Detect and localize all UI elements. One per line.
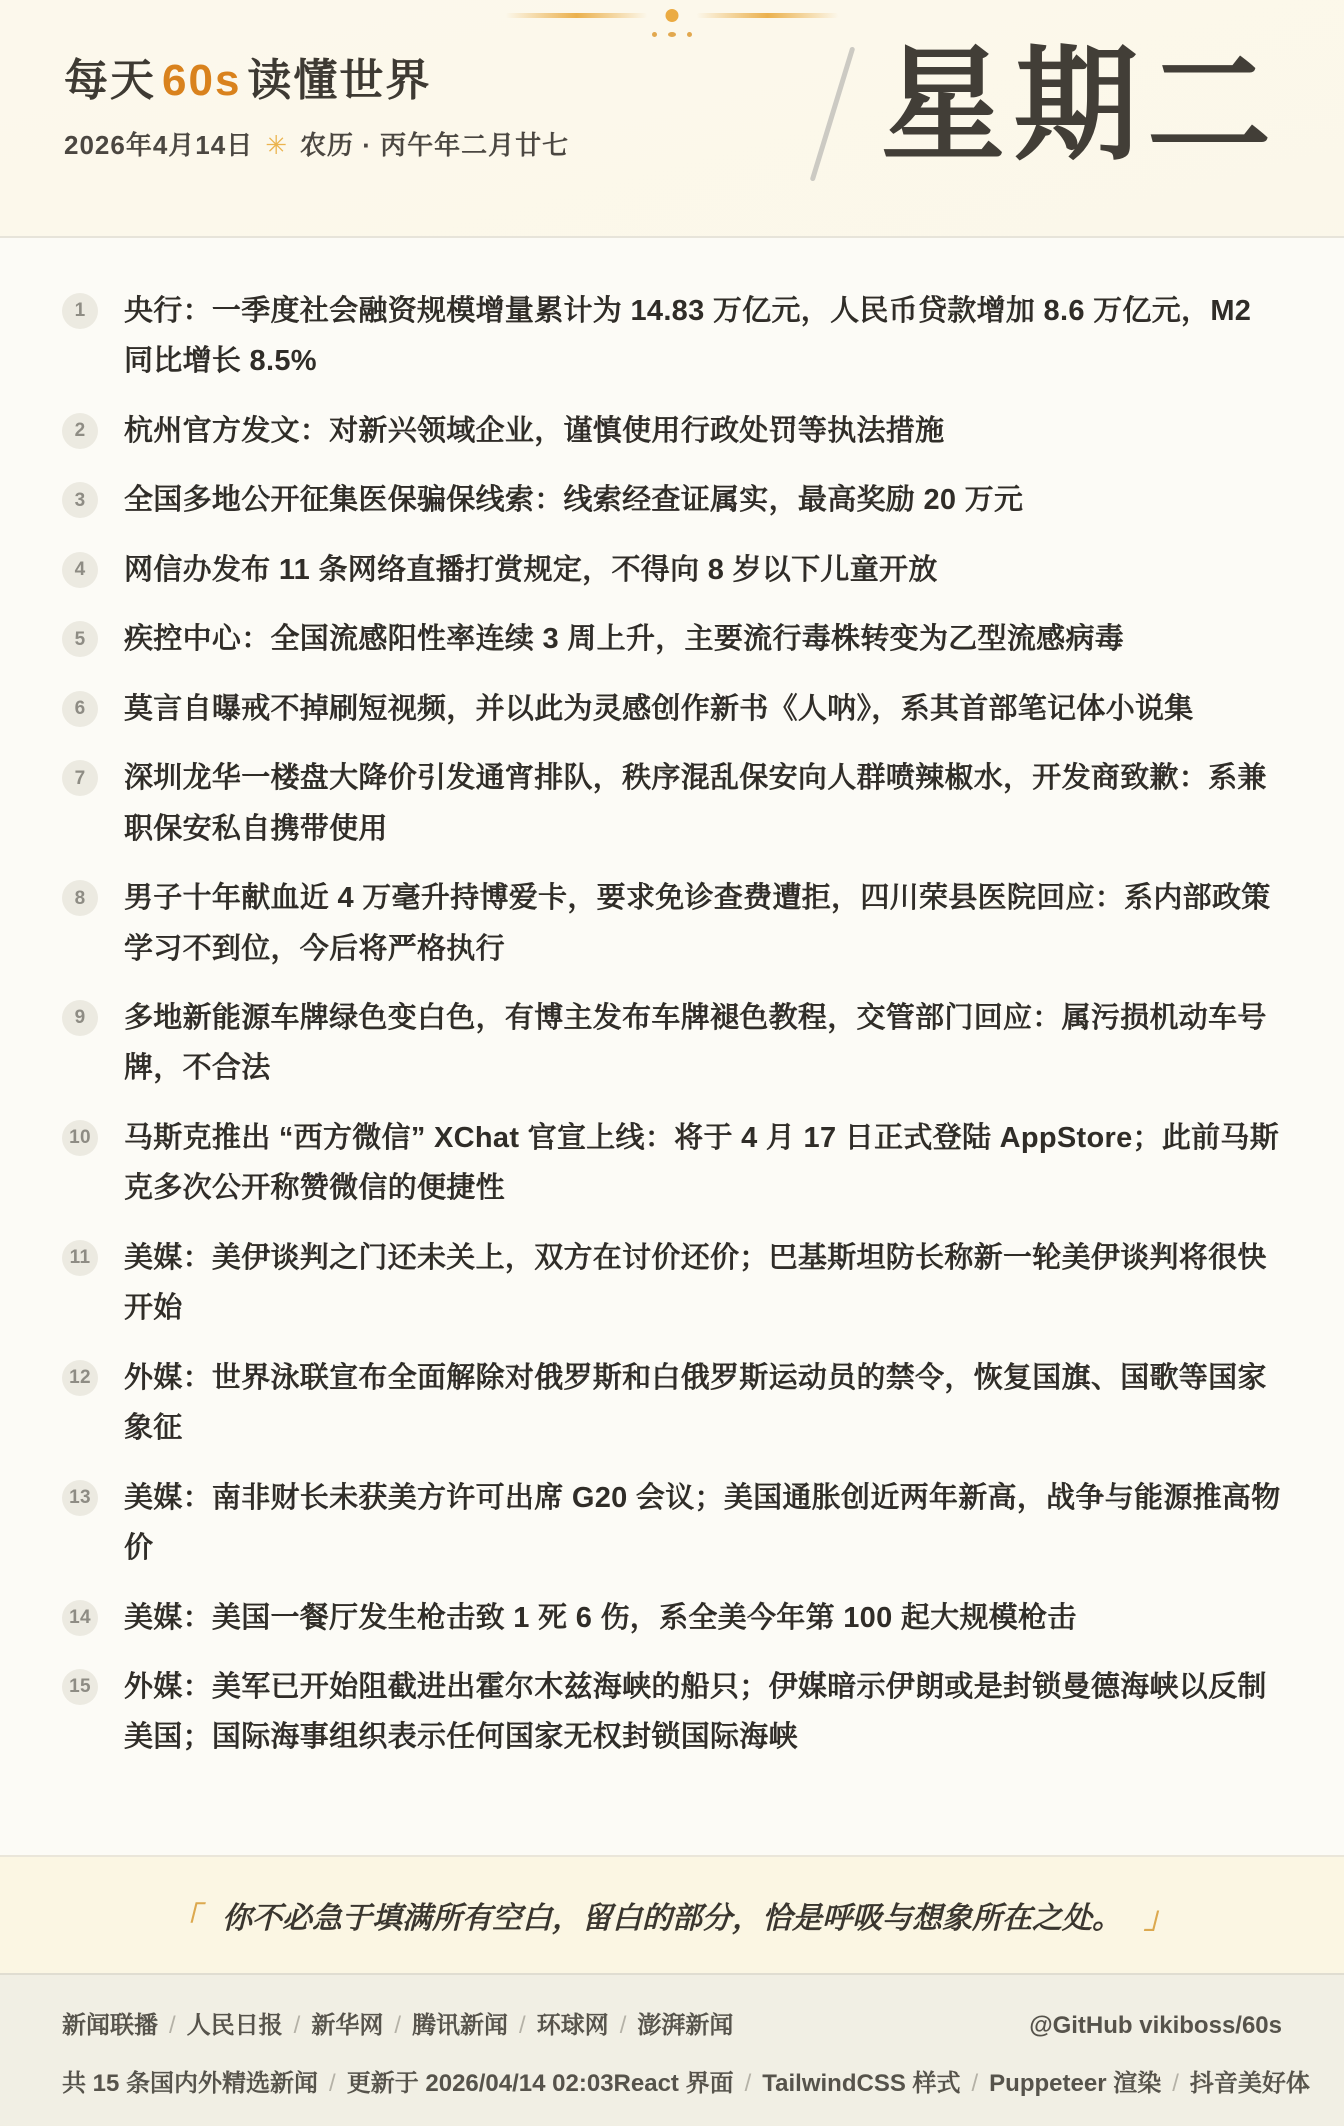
news-item-badge: 4 [62, 552, 98, 588]
stack-item: TailwindCSS 样式 [762, 2070, 961, 2097]
news-item [62, 614, 1282, 664]
news-item-badge: 9 [62, 1000, 98, 1036]
news-item [62, 753, 1282, 854]
news-item-text: 杭州官方发文：对新兴领域企业，谨慎使用行政处罚等执法措施 [124, 414, 945, 447]
news-item-text: 美媒：美国一餐厅发生枪击致 1 死 6 伤，系全美今年第 100 起大规模枪击 [124, 1601, 1077, 1634]
news-item [62, 1593, 1282, 1643]
separator: / [293, 2012, 301, 2039]
footer-row-1 [62, 2005, 1282, 2040]
update-time: 更新于 2026/04/14 02:03 [346, 2070, 614, 2097]
news-item-text: 网信办发布 11 条网络直播打赏规定，不得向 8 岁以下儿童开放 [124, 553, 938, 586]
source-name: 新华网 [311, 2012, 384, 2039]
news-item-badge: 12 [62, 1360, 98, 1396]
news-item [62, 684, 1282, 734]
date-row [64, 125, 569, 162]
news-item-badge: 5 [62, 621, 98, 657]
news-item [62, 1353, 1282, 1454]
lunar-date: 农历 · 丙午年二月廿七 [300, 129, 570, 160]
news-item-text: 美媒：美伊谈判之门还未关上，双方在讨价还价；巴基斯坦防长称新一轮美伊谈判将很快开始 [124, 1241, 1267, 1325]
news-item-text: 多地新能源车牌绿色变白色，有博主发布车牌褪色教程，交管部门回应：属污损机动车号牌，不合法 [124, 1001, 1267, 1085]
news-item-badge: 13 [62, 1480, 98, 1516]
news-item-badge: 3 [62, 482, 98, 518]
weekday-label: 星期二 [880, 37, 1280, 175]
separator: / [329, 2070, 336, 2097]
source-name: 新闻联播 [62, 2012, 158, 2039]
news-item-text: 深圳龙华一楼盘大降价引发通宵排队，秩序混乱保安向人群喷辣椒水，开发商致歉：系兼职保安私自携带使用 [124, 762, 1267, 845]
top-ornament-dots [652, 32, 692, 37]
footer-summary [62, 2063, 614, 2098]
news-item-badge: 10 [62, 1120, 98, 1156]
footer-row-2 [62, 2063, 1310, 2098]
news-item-text: 马斯克推出 “西方微信” XChat 官宣上线：将于 4 月 17 日正式登陆 AppStore；此前马斯克多次公开称赞微信的便捷性 [124, 1121, 1280, 1205]
separator: / [971, 2070, 979, 2097]
news-count: 共 15 条国内外精选新闻 [62, 2070, 319, 2097]
stack-item: React 界面 [613, 2070, 734, 2097]
ornament-mini-dot [652, 32, 657, 37]
ornament-mini-dot [687, 32, 692, 37]
news-item [62, 475, 1282, 525]
quote-section [0, 1855, 1344, 1973]
news-item-text: 男子十年献血近 4 万毫升持博爱卡，要求免诊查费遭拒，四川荣县医院回应：系内部政策学习不到位，今后将严格执行 [124, 882, 1271, 965]
news-item-badge: 2 [62, 413, 98, 449]
news-item-badge: 7 [62, 760, 98, 796]
news-item-text: 央行：一季度社会融资规模增量累计为 14.83 万亿元，人民币贷款增加 8.6 万亿元，M2 同比增长 8.5% [124, 295, 1252, 378]
separator: / [1172, 2070, 1179, 2097]
title-suffix: 读懂世界 [247, 56, 432, 105]
separator: / [169, 2012, 176, 2039]
page-title [64, 56, 569, 107]
asterisk-icon: ✳ [265, 129, 289, 160]
news-item [62, 545, 1282, 595]
source-name: 腾讯新闻 [412, 2012, 509, 2039]
gregorian-date: 2026年4月14日 [64, 129, 254, 160]
news-item [62, 406, 1282, 456]
ornament-line-left [506, 13, 648, 18]
news-item [62, 1113, 1282, 1214]
news-item-badge: 15 [62, 1669, 98, 1705]
news-item-text: 疾控中心：全国流感阳性率连续 3 周上升，主要流行毒株转变为乙型流感病毒 [124, 623, 1125, 656]
header-left [64, 0, 569, 236]
news-item-text: 外媒：世界泳联宣布全面解除对俄罗斯和白俄罗斯运动员的禁令，恢复国旗、国歌等国家象征 [124, 1361, 1267, 1445]
title-prefix: 每天 [64, 56, 156, 105]
separator: / [619, 2012, 627, 2039]
separator: / [394, 2012, 402, 2039]
news-item [62, 286, 1282, 387]
news-item-badge: 11 [62, 1240, 98, 1276]
separator: / [744, 2070, 752, 2097]
source-name: 澎湃新闻 [637, 2012, 734, 2039]
quote-open-bracket: 「 [170, 1902, 200, 1935]
news-item [62, 873, 1282, 974]
news-section [0, 236, 1344, 1855]
tech-stack [614, 2063, 1310, 2098]
quote-text: 你不必急于填满所有空白，留白的部分，恰是呼吸与想象所在之处。 [222, 1902, 1122, 1935]
news-item [62, 1473, 1282, 1574]
news-item-badge: 6 [62, 691, 98, 727]
ornament-line-right [697, 13, 839, 18]
diagonal-divider [810, 46, 856, 181]
footer [0, 1973, 1344, 2126]
stack-item: 抖音美好体 [1189, 2070, 1310, 2097]
news-item-badge: 8 [62, 880, 98, 916]
separator: / [519, 2012, 526, 2039]
stack-item: Puppeteer 渲染 [989, 2070, 1162, 2097]
github-credit: @GitHub vikiboss/60s [1029, 2012, 1282, 2039]
source-name: 人民日报 [186, 2012, 283, 2039]
news-item [62, 1233, 1282, 1334]
news-list [62, 286, 1282, 1763]
footer-sources [62, 2005, 733, 2040]
source-name: 环球网 [536, 2012, 609, 2039]
quote-close-bracket: 」 [1144, 1902, 1174, 1935]
ornament-dot [666, 9, 679, 22]
header [0, 0, 1344, 236]
news-item [62, 1662, 1282, 1763]
news-item-badge: 14 [62, 1600, 98, 1636]
news-item-text: 全国多地公开征集医保骗保线索：线索经查证属实，最高奖励 20 万元 [124, 484, 1024, 517]
title-highlight: 60s [162, 56, 242, 105]
news-item-text: 莫言自曝戒不掉刷短视频，并以此为灵感创作新书《人呐》，系其首部笔记体小说集 [124, 692, 1194, 725]
weekday-block [830, 0, 1280, 236]
news-item [62, 993, 1282, 1094]
news-item-badge: 1 [62, 293, 98, 329]
ornament-mini-dot [668, 32, 676, 37]
top-ornament [506, 9, 839, 22]
news-item-text: 外媒：美军已开始阻截进出霍尔木兹海峡的船只；伊媒暗示伊朗或是封锁曼德海峡以反制美国；国际海事组织表示任何国家无权封锁国际海峡 [124, 1670, 1267, 1754]
news-item-text: 美媒：南非财长未获美方许可出席 G20 会议；美国通胀创近两年新高，战争与能源推高物价 [124, 1481, 1281, 1565]
